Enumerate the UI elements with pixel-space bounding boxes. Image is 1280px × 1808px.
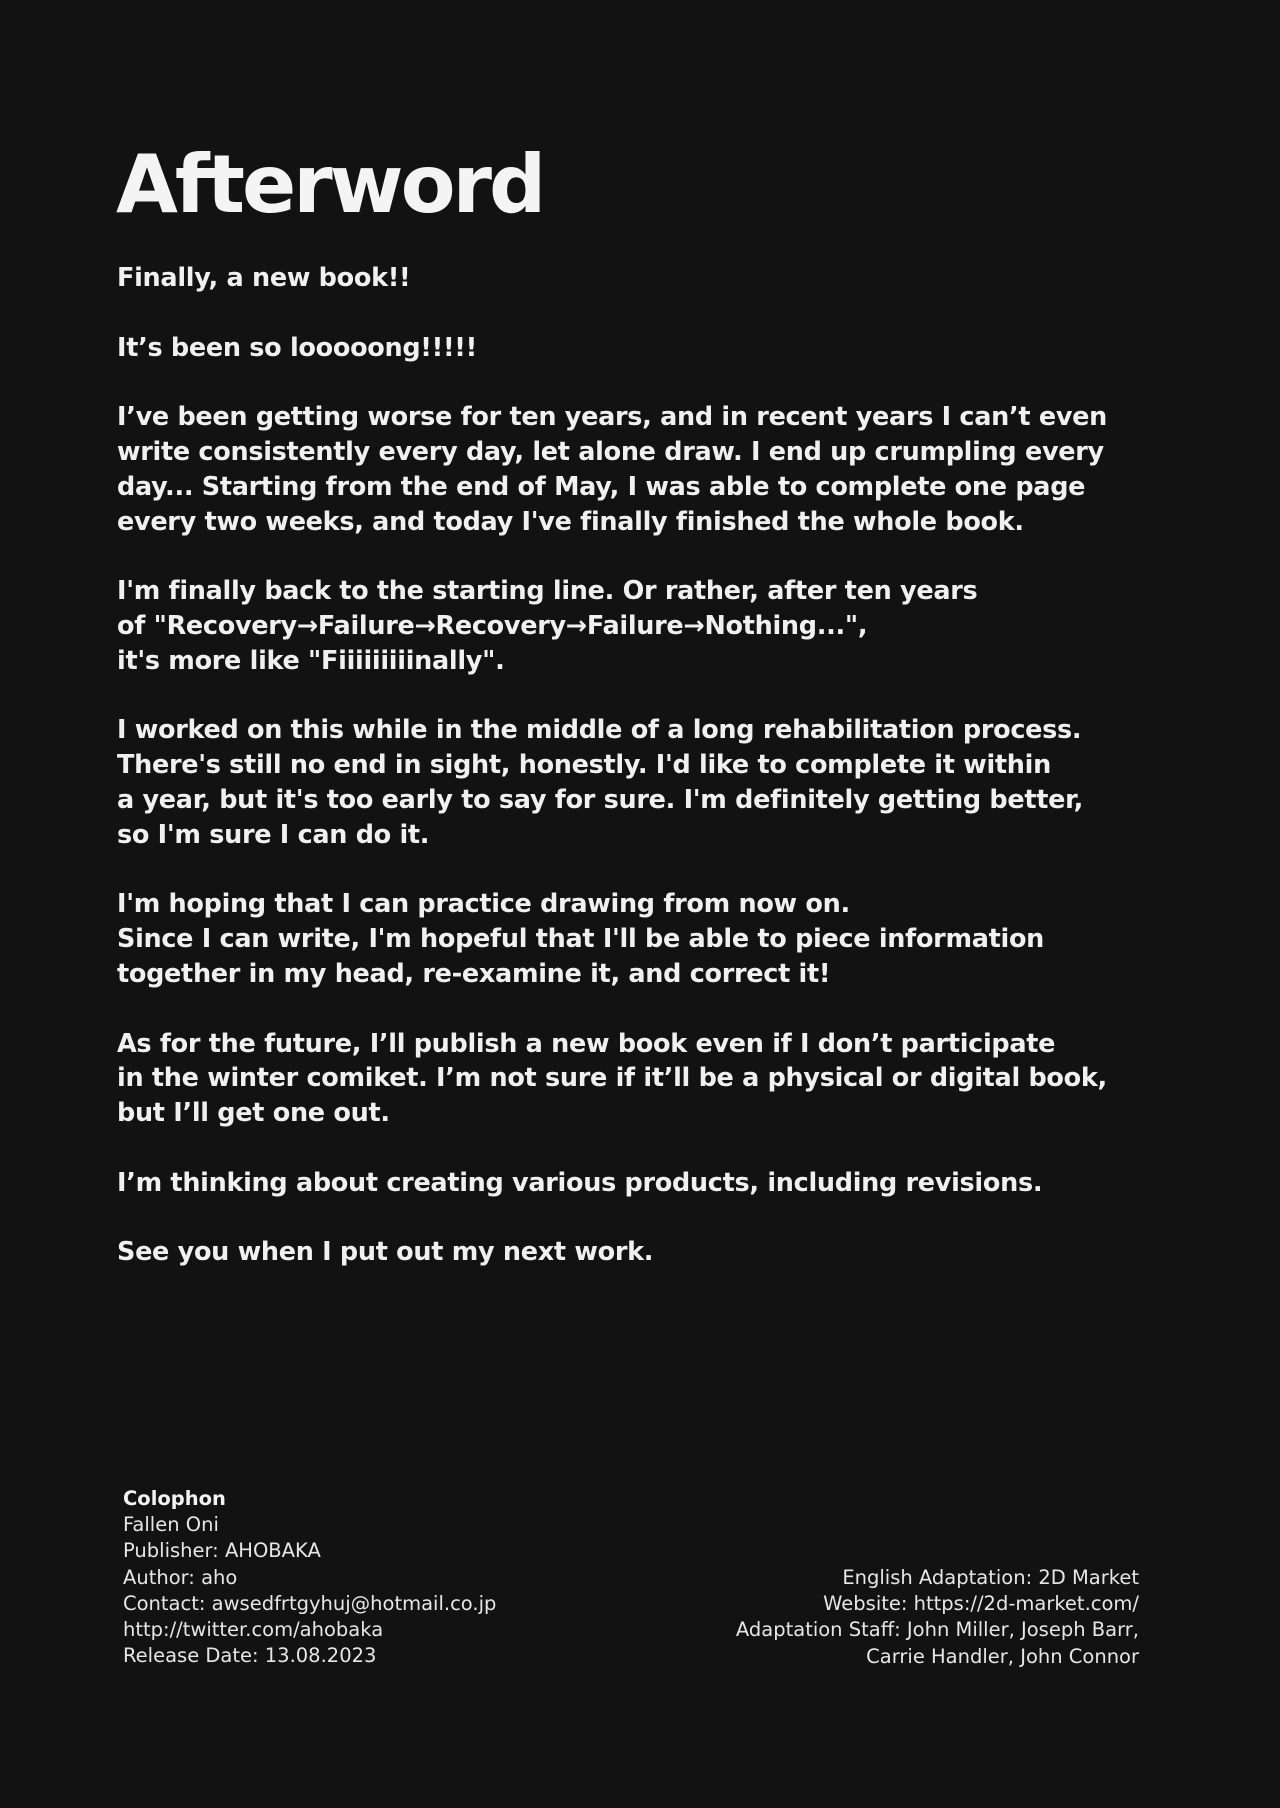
text-line: I'm hoping that I can practice drawing from now on. [117, 889, 850, 920]
text-line: in the winter comiket. I’m not sure if it’ll be a physical or digital book, [117, 1063, 1107, 1094]
text-line: of "Recovery→Failure→Recovery→Failure→Nothing...", [117, 610, 868, 641]
paragraph [117, 887, 1197, 991]
colophon-heading: Colophon [123, 1487, 226, 1510]
text-line: a year, but it's too early to say for sure. I'm definitely getting better, [117, 784, 1084, 815]
adaptation-website: Website: https://2d-market.com/ [823, 1592, 1139, 1616]
adaptation-staff: Adaptation Staff: John Miller, Joseph Barr, [735, 1618, 1139, 1642]
text-line: I worked on this while in the middle of a long rehabilitation process. [117, 715, 1082, 746]
text-line: There's still no end in sight, honestly. I'd like to complete it within [117, 750, 1051, 781]
colophon-publisher: Publisher: AHOBAKA [123, 1539, 321, 1563]
text-line: Finally, a new book!! [117, 263, 411, 293]
paragraph [117, 400, 1197, 539]
colophon-title: Fallen Oni [123, 1513, 219, 1537]
text-line: See you when I put out my next work. [117, 1237, 654, 1268]
text-line: I'm finally back to the starting line. Or rather, after ten years [117, 576, 978, 607]
adaptation-line: English Adaptation: 2D Market [842, 1566, 1139, 1589]
paragraph [117, 331, 1197, 366]
text-line: together in my head, re-examine it, and correct it! [117, 958, 831, 989]
text-line: I’m thinking about creating various products, including revisions. [117, 1167, 1043, 1198]
colophon-twitter: http://twitter.com/ahobaka [123, 1618, 384, 1642]
text-line: As for the future, I’ll publish a new book even if I don’t participate [117, 1028, 1056, 1059]
paragraph [117, 574, 1197, 678]
paragraph [117, 1166, 1197, 1201]
adaptation-staff: Carrie Handler, John Connor [866, 1644, 1139, 1668]
text-line: every two weeks, and today I've finally finished the whole book. [117, 506, 1024, 537]
colophon-author: Author: aho [123, 1565, 238, 1589]
text-line: I’ve been getting worse for ten years, and in recent years I can’t even [117, 402, 1108, 433]
colophon-release-date: Release Date: 13.08.2023 [123, 1644, 377, 1668]
text-line: day... Starting from the end of May, I was able to complete one page [117, 471, 1086, 502]
text-line: It’s been so looooong!!!!! [117, 332, 477, 363]
afterword-body [117, 261, 1197, 1305]
text-line: write consistently every day, let alone draw. I end up crumpling every [117, 436, 1104, 467]
text-line: so I'm sure I can do it. [117, 819, 430, 850]
text-line: it's more like "Fiiiiiiiiinally". [117, 645, 505, 676]
colophon-contact: Contact: awsedfrtgyhuj@hotmail.co.jp [123, 1591, 497, 1615]
paragraph [117, 713, 1197, 852]
page-title: Afterword [116, 138, 544, 231]
text-line: Since I can write, I'm hopeful that I'll be able to piece information [117, 924, 1045, 955]
text-line: but I’ll get one out. [117, 1098, 390, 1129]
paragraph [117, 261, 1197, 296]
colophon [123, 1486, 496, 1669]
paragraph [117, 1235, 1197, 1270]
paragraph [117, 1027, 1197, 1131]
adaptation-credits [736, 1565, 1139, 1670]
